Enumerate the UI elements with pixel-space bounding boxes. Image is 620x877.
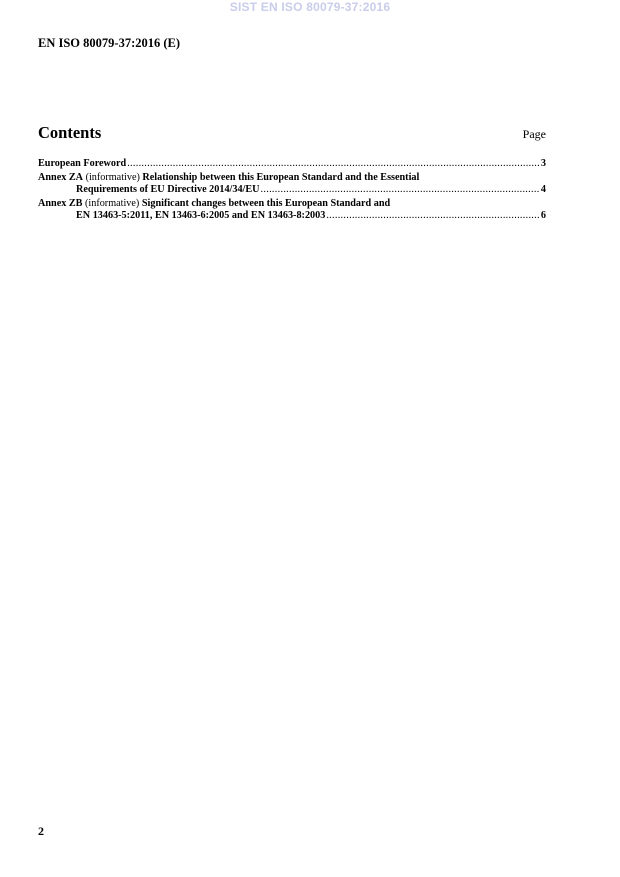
toc-entry-title[interactable]: Significant changes between this European Standard and bbox=[141, 197, 391, 209]
toc-annex-label: Annex ZA bbox=[38, 171, 84, 183]
toc-leader-dots bbox=[261, 184, 539, 197]
toc-annex-type: (informative) bbox=[82, 197, 142, 209]
page-column-label: Page bbox=[522, 127, 546, 141]
table-of-contents bbox=[38, 158, 546, 224]
toc-annex-type: (informative) bbox=[83, 171, 143, 183]
contents-heading: Contents bbox=[38, 123, 102, 142]
page-number: 2 bbox=[38, 824, 44, 838]
toc-entry-annex-zb[interactable] bbox=[38, 198, 546, 223]
toc-entry-annex-za[interactable] bbox=[38, 172, 546, 197]
toc-leader-dots bbox=[127, 158, 539, 171]
document-id-header: EN ISO 80079-37:2016 (E) bbox=[38, 36, 181, 50]
toc-entry-title[interactable]: European Foreword bbox=[38, 158, 127, 169]
toc-page-number[interactable]: 6 bbox=[540, 210, 546, 221]
toc-page-number[interactable]: 4 bbox=[540, 184, 546, 195]
toc-page-number[interactable]: 3 bbox=[540, 158, 546, 169]
toc-entry-european-foreword[interactable] bbox=[38, 158, 546, 171]
watermark: SIST EN ISO 80079-37:2016 bbox=[229, 0, 391, 14]
toc-entry-title-continued[interactable]: EN 13463-5:2011, EN 13463-6:2005 and EN 13463-8:2003 bbox=[76, 210, 326, 221]
toc-entry-title-continued[interactable]: Requirements of EU Directive 2014/34/EU bbox=[76, 184, 260, 195]
toc-entry-title[interactable]: Relationship between this European Standard and the Essential bbox=[142, 171, 420, 183]
toc-annex-label: Annex ZB bbox=[38, 197, 83, 209]
toc-leader-dots bbox=[326, 210, 539, 223]
